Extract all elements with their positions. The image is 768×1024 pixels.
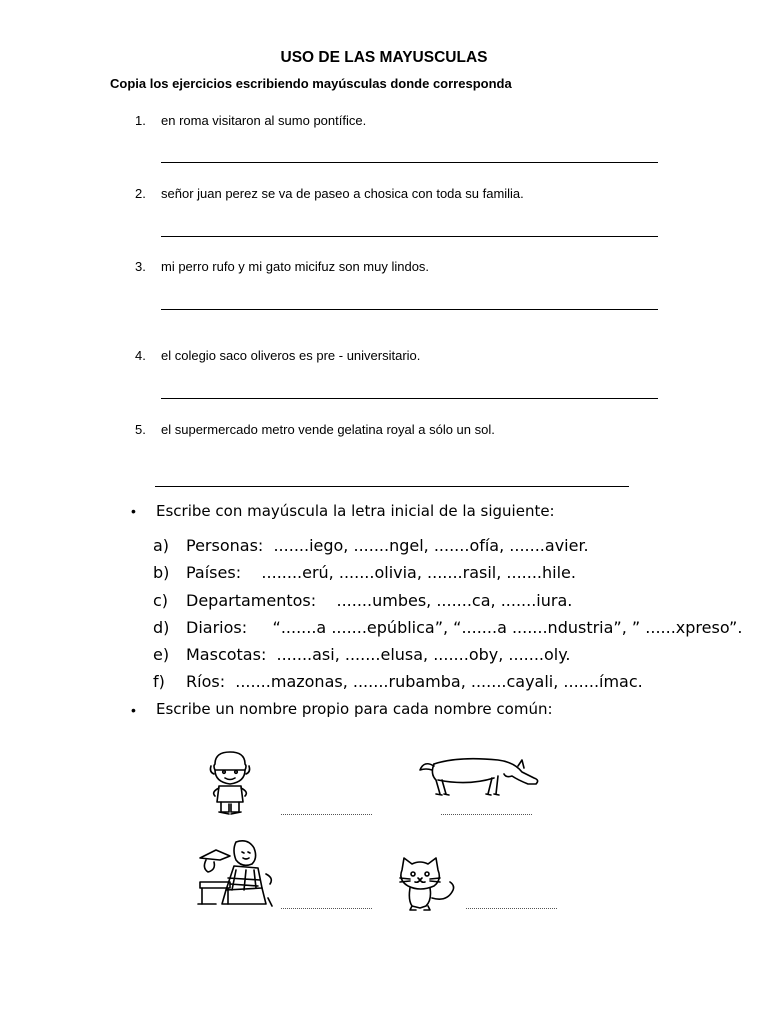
answer-line[interactable] xyxy=(161,398,658,399)
answer-line[interactable] xyxy=(161,309,658,310)
exercise-number: 3. xyxy=(135,259,146,274)
section-heading: Escribe un nombre propio para cada nombre común: xyxy=(156,700,553,718)
item-letter: c) xyxy=(153,591,169,610)
instructions: Copia los ejercicios escribiendo mayúsculas donde corresponda xyxy=(110,76,512,91)
exercise-text: en roma visitaron al sumo pontífice. xyxy=(161,113,367,128)
answer-line[interactable] xyxy=(466,908,557,909)
answer-line[interactable] xyxy=(441,814,532,815)
section-heading: Escribe con mayúscula la letra inicial de la siguiente: xyxy=(156,502,555,520)
grandmother-icon xyxy=(196,838,276,910)
list-item: Mascotas: .......asi, .......elusa, .......oby, .......oly. xyxy=(186,645,571,664)
list-item: Países: ........erú, .......olivia, .......rasil, .......hile. xyxy=(186,563,576,582)
exercise-text: mi perro rufo y mi gato micifuz son muy lindos. xyxy=(161,259,430,274)
horse-icon xyxy=(418,752,543,798)
list-item: Ríos: .......mazonas, .......rubamba, .......cayali, .......ímac. xyxy=(186,672,643,691)
item-letter: b) xyxy=(153,563,170,582)
exercise-number: 1. xyxy=(135,113,146,128)
exercise-text: señor juan perez se va de paseo a chosica con toda su familia. xyxy=(161,186,524,201)
exercise-text: el supermercado metro vende gelatina royal a sólo un sol. xyxy=(161,422,495,437)
answer-line[interactable] xyxy=(281,814,372,815)
item-letter: f) xyxy=(153,672,165,691)
item-letter: d) xyxy=(153,618,170,637)
page-title: USO DE LAS MAYUSCULAS xyxy=(280,49,488,66)
item-letter: e) xyxy=(153,645,170,664)
list-item: Departamentos: .......umbes, .......ca, .......iura. xyxy=(186,591,573,610)
answer-line[interactable] xyxy=(281,908,372,909)
cat-icon xyxy=(396,856,460,912)
item-letter: a) xyxy=(153,536,170,555)
exercise-text: el colegio saco oliveros es pre - universitario. xyxy=(161,348,421,363)
exercise-number: 5. xyxy=(135,422,146,437)
list-item: Diarios: “.......a .......epública”, “.......a .......ndustria”, ” ......xpreso”. xyxy=(186,618,743,637)
answer-line[interactable] xyxy=(161,236,658,237)
answer-line[interactable] xyxy=(161,162,658,163)
exercise-number: 2. xyxy=(135,186,146,201)
exercise-number: 4. xyxy=(135,348,146,363)
list-item: Personas: .......iego, .......ngel, .......ofía, .......avier. xyxy=(186,536,589,555)
boy-icon xyxy=(205,750,255,820)
bullet: • xyxy=(131,503,136,519)
answer-line[interactable] xyxy=(155,486,629,487)
bullet: • xyxy=(131,702,136,718)
